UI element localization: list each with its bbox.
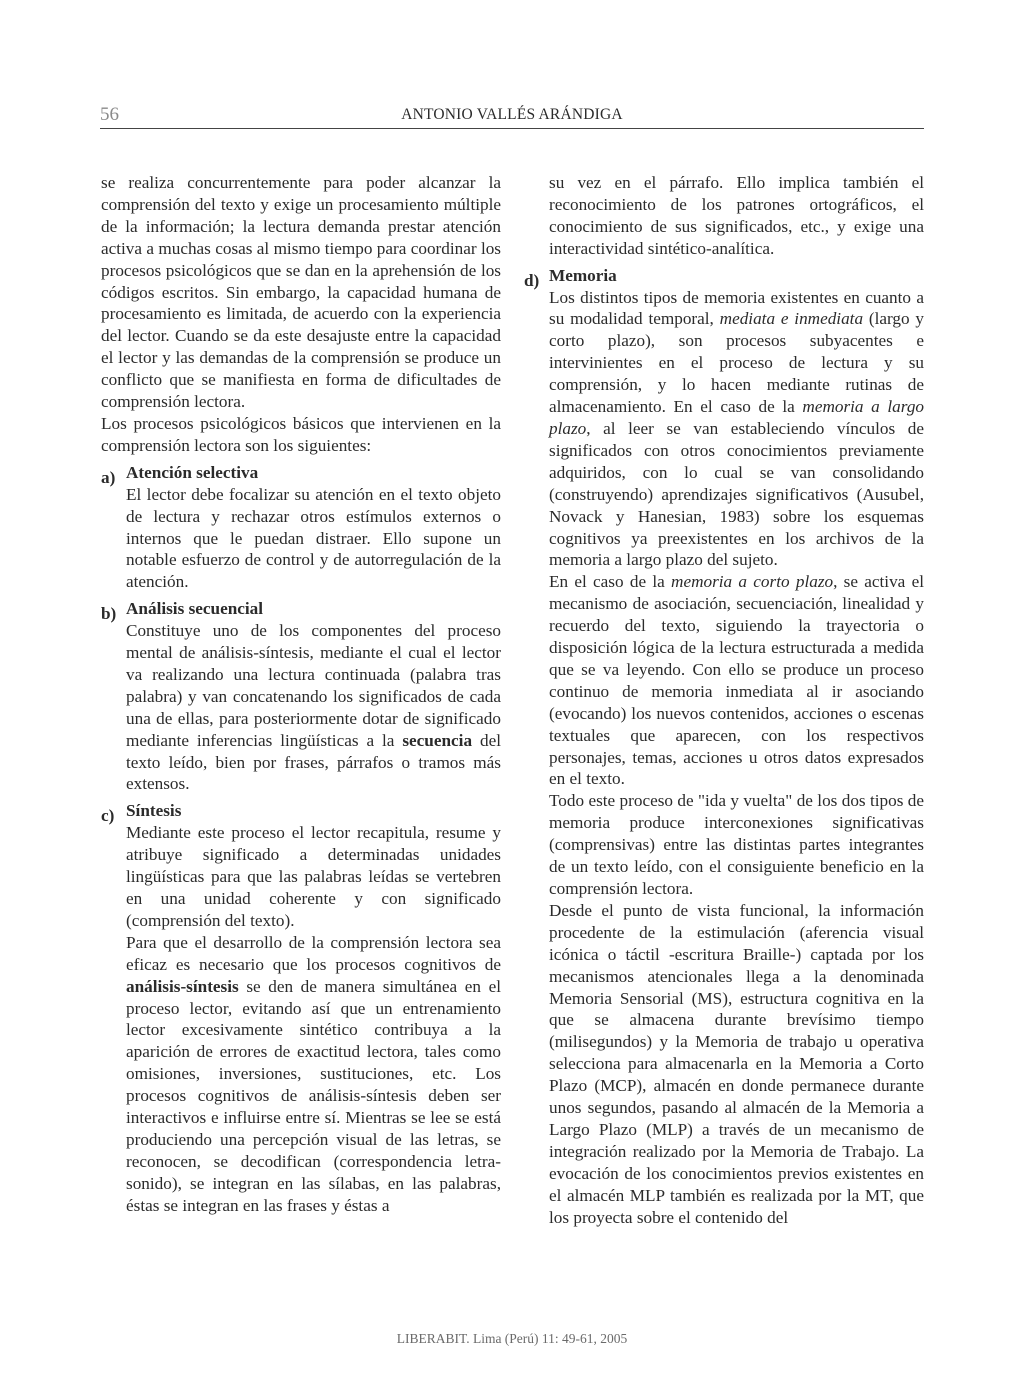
paragraph: Los distintos tipos de memoria existentes en cuanto a su modalidad temporal, mediata e inmediata (largo y corto plazo), son procesos subyacentes e intervinientes en el proceso de lectura y su comprensión, y lo hacen mediante rutinas de almacenamiento. En el caso de la memoria a largo plazo, al leer se van estableciendo vínculos de significados con otros conocimientos previamente adquiridos, con lo cual se van consolidando (construyendo) aprendizajes significativos (Ausubel, Novack y Hanesian, 1983) sobre los esquemas cognitivos ya preexistentes en los archivos de la memoria a largo plazo del sujeto. — [549, 287, 925, 570]
page-number: 56 — [100, 104, 119, 125]
list-item-b — [101, 598, 501, 795]
paragraph: Constituye uno de los componentes del proceso mental de análisis-síntesis, mediante el cual el lector va realizando una lectura continuada (palabra tras palabra) y van concatenando los significados de cada una de ellas, para posteriormente dotar de significado mediante inferencias lingüísticas a la secuencia del texto leído, bien por frases, párrafos o tramos más extensos. — [126, 621, 501, 794]
paragraph: Mediante este proceso el lector recapitula, resume y atribuye significado a determinadas unidades lingüísticas para que las palabras leídas se vertebren en una unidad coherente y con significado (comprensión del texto). — [126, 823, 501, 930]
emphasis: memoria a corto plazo — [671, 572, 834, 592]
emphasis: secuencia — [402, 730, 473, 750]
list-marker: c) — [101, 806, 115, 826]
list-marker: d) — [524, 270, 540, 290]
list-marker: b) — [101, 604, 117, 624]
list-marker: a) — [101, 467, 116, 487]
paragraph: Para que el desarrollo de la comprensión lectora sea eficaz es necesario que los procesos cognitivos de análisis-síntesis se den de manera simultánea en el proceso lector, evitando así que un entrenamiento lector excesivamente sintético contribuya a la aparición de errores de exactitud lectora, tales como omisiones, inversiones, sustituciones, etc. Los procesos cognitivos de análisis-síntesis deben ser interactivos e influirse entre sí. Mientras se lee se está produciendo una percepción visual de las letras, se reconocen, se decodifican (correspondencia letra-sonido), se integran en las sílabas, en las palabras, éstas se integran en las frases y éstas a — [126, 932, 501, 1215]
paragraph: su vez en el párrafo. Ello implica también el reconocimiento de los patrones ortográficos, el conocimiento de sus significados, etc., y exige una interactividad sintético-analítica. — [549, 173, 924, 258]
emphasis: memoria a largo plazo — [549, 397, 925, 438]
list-item-c — [101, 800, 501, 1216]
right-column — [524, 172, 924, 1229]
paragraph: Todo este proceso de "ida y vuelta" de los dos tipos de memoria produce interconexiones significativas (comprensivas) entre las distintas partes integrantes de un texto leído, con el consiguiente beneficio en la comprensión lectora. — [549, 791, 924, 898]
emphasis: análisis-síntesis — [126, 976, 239, 996]
emphasis: mediata e inmediata — [719, 309, 864, 329]
paragraph: se realiza concurrentemente para poder alcanzar la comprensión del texto y exige un procesamiento múltiple de la información; la lectura demanda prestar atención activa a muchas cosas al mismo tiempo para coordinar los procesos psicológicos que se dan en la aprehensión de los códigos escritos. Sin embargo, la capacidad humana de procesamiento es limitada, de acuerdo con la experiencia del lector. Cuando se da este desajuste entre la capacidad el lector y las demandas de la comprensión se produce un conflicto que se manifiesta en forma de dificultades de comprensión lectora. — [101, 173, 501, 412]
page-footer: LIBERABIT. Lima (Perú) 11: 49-61, 2005 — [396, 1331, 628, 1346]
running-title: ANTONIO VALLÉS ARÁNDIGA — [401, 106, 623, 123]
list-item-d — [524, 265, 924, 1229]
left-column — [101, 172, 501, 1217]
section-heading: Síntesis — [126, 801, 182, 821]
list-item-a — [101, 462, 501, 593]
section-heading: Atención selectiva — [126, 462, 259, 482]
page-header — [100, 104, 924, 129]
paragraph: En el caso de la memoria a corto plazo, se activa el mecanismo de asociación, secuenciación, linealidad y recuerdo del texto, siguiendo la trayectoria o disposición lógica de la lectura estructurada a medida que se va leyendo. Con ello se produce un proceso continuo de memoria inmediata al ir asociando (evocando) los nuevos contenidos, acciones o escenas textuales que aparecen, con los respectivos personajes, temas, acciones u otros datos expresados en el texto. — [549, 572, 924, 789]
section-heading: Memoria — [549, 265, 617, 285]
paragraph: Los procesos psicológicos básicos que intervienen en la comprensión lectora son los siguientes: — [101, 413, 501, 455]
section-heading: Análisis secuencial — [126, 599, 264, 619]
paragraph: Desde el punto de vista funcional, la información procedente de la estimulación (aferencia visual icónica o táctil -escritura Braille-) captada por los mecanismos atencionales llega a la denominada Memoria Sensorial (MS), estructura cognitiva en la que se almacena durante brevísimo tiempo (milisegundos) y la Memoria de trabajo u operativa selecciona para almacenarla en la Memoria a Corto Plazo (MCP), almacén en donde permanece durante unos segundos, pasando al almacén de la Memoria a Largo Plazo (MLP) a través de un mecanismo de integración realizado por la Memoria de Trabajo. La evocación de los conocimientos previos existentes en el almacén MLP también es realizada por la MT, que los proyecta sobre el contenido del — [549, 900, 924, 1227]
paragraph: El lector debe focalizar su atención en el texto objeto de lectura y rechazar otros estímulos externos o internos que le puedan distraer. Ello supone un notable esfuerzo de control y de autorregulación de la atención. — [126, 484, 501, 592]
